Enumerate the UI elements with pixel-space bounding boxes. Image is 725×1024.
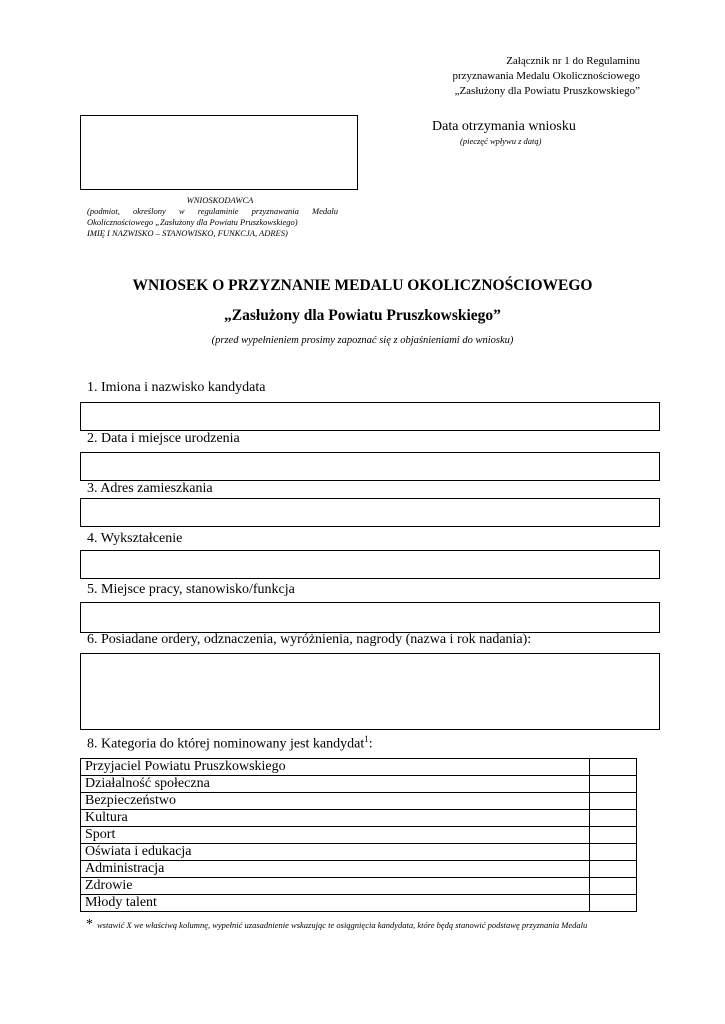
category-name: Przyjaciel Powiatu Pruszkowskiego	[81, 759, 590, 776]
footnote-star: *	[86, 917, 93, 932]
receipt-date-label: Data otrzymania wniosku	[432, 119, 576, 134]
question-1-field[interactable]	[80, 402, 660, 431]
category-name: Działalność społeczna	[81, 776, 590, 793]
table-row	[81, 844, 637, 861]
category-mark-cell[interactable]	[590, 793, 637, 810]
question-2-label: 2. Data i miejsce urodzenia	[87, 431, 240, 446]
category-mark-cell[interactable]	[590, 776, 637, 793]
category-mark-cell[interactable]	[590, 844, 637, 861]
category-table	[80, 758, 637, 912]
category-name: Kultura	[81, 810, 590, 827]
annex-line-1: Załącznik nr 1 do Regulaminu	[506, 55, 640, 67]
table-row	[81, 759, 637, 776]
applicant-desc-line-3: IMIĘ I NAZWISKO – STANOWISKO, FUNKCJA, ADRES)	[87, 228, 288, 238]
table-row	[81, 878, 637, 895]
question-4-field[interactable]	[80, 550, 660, 579]
question-5-label: 5. Miejsce pracy, stanowisko/funkcja	[87, 582, 295, 597]
applicant-desc-line-2: Okolicznościowego „Zasłużony dla Powiatu Pruszkowskiego)	[87, 217, 298, 227]
question-8-suffix: :	[368, 736, 373, 752]
applicant-description	[87, 206, 338, 239]
form-subtitle: „Zasłużony dla Powiatu Pruszkowskiego”	[224, 307, 501, 324]
table-row	[81, 776, 637, 793]
question-3-field[interactable]	[80, 498, 660, 527]
category-mark-cell[interactable]	[590, 810, 637, 827]
category-mark-cell[interactable]	[590, 759, 637, 776]
form-title: WNIOSEK O PRZYZNANIE MEDALU OKOLICZNOŚCIOWEGO	[132, 277, 593, 294]
footnote-ref: 1	[364, 734, 369, 744]
question-6-field[interactable]	[80, 653, 660, 730]
category-name: Zdrowie	[81, 878, 590, 895]
form-hint: (przed wypełnieniem prosimy zapoznać się z objaśnieniami do wniosku)	[211, 335, 514, 346]
annex-line-3: „Zasłużony dla Powiatu Pruszkowskiego”	[454, 85, 640, 97]
table-row	[81, 793, 637, 810]
question-3-label: 3. Adres zamieszkania	[87, 481, 213, 496]
table-row	[81, 810, 637, 827]
annex-note	[452, 54, 640, 99]
annex-line-2: przyznawania Medalu Okolicznościowego	[452, 70, 640, 82]
applicant-title: WNIOSKODAWCA	[186, 195, 254, 205]
category-name: Młody talent	[81, 895, 590, 912]
question-4-label: 4. Wykształcenie	[87, 531, 183, 546]
question-8-label	[87, 734, 373, 753]
category-mark-cell[interactable]	[590, 861, 637, 878]
category-mark-cell[interactable]	[590, 827, 637, 844]
category-name: Administracja	[81, 861, 590, 878]
category-mark-cell[interactable]	[590, 895, 637, 912]
question-2-field[interactable]	[80, 452, 660, 481]
question-6-label: 6. Posiadane ordery, odznaczenia, wyróżnienia, nagrody (nazwa i rok nadania):	[87, 632, 532, 647]
category-mark-cell[interactable]	[590, 878, 637, 895]
question-1-label: 1. Imiona i nazwisko kandydata	[87, 380, 266, 395]
table-row	[81, 827, 637, 844]
table-row	[81, 895, 637, 912]
question-8-text: 8. Kategoria do której nominowany jest kandydat	[87, 736, 365, 752]
category-name: Sport	[81, 827, 590, 844]
footnote-text: wstawić X we właściwą kolumnę, wypełnić uzasadnienie wskazując te osiągnięcia kandydata, które będą stanowić podstawę przyznania Medalu	[97, 920, 588, 930]
category-name: Oświata i edukacja	[81, 844, 590, 861]
table-row	[81, 861, 637, 878]
applicant-stamp-box[interactable]	[80, 115, 358, 190]
question-5-field[interactable]	[80, 602, 660, 633]
receipt-date-note: (pieczęć wpływu z datą)	[460, 136, 542, 146]
applicant-desc-line-1: (podmiot, określony w regulaminie przyznawania Medalu	[87, 206, 338, 216]
category-name: Bezpieczeństwo	[81, 793, 590, 810]
